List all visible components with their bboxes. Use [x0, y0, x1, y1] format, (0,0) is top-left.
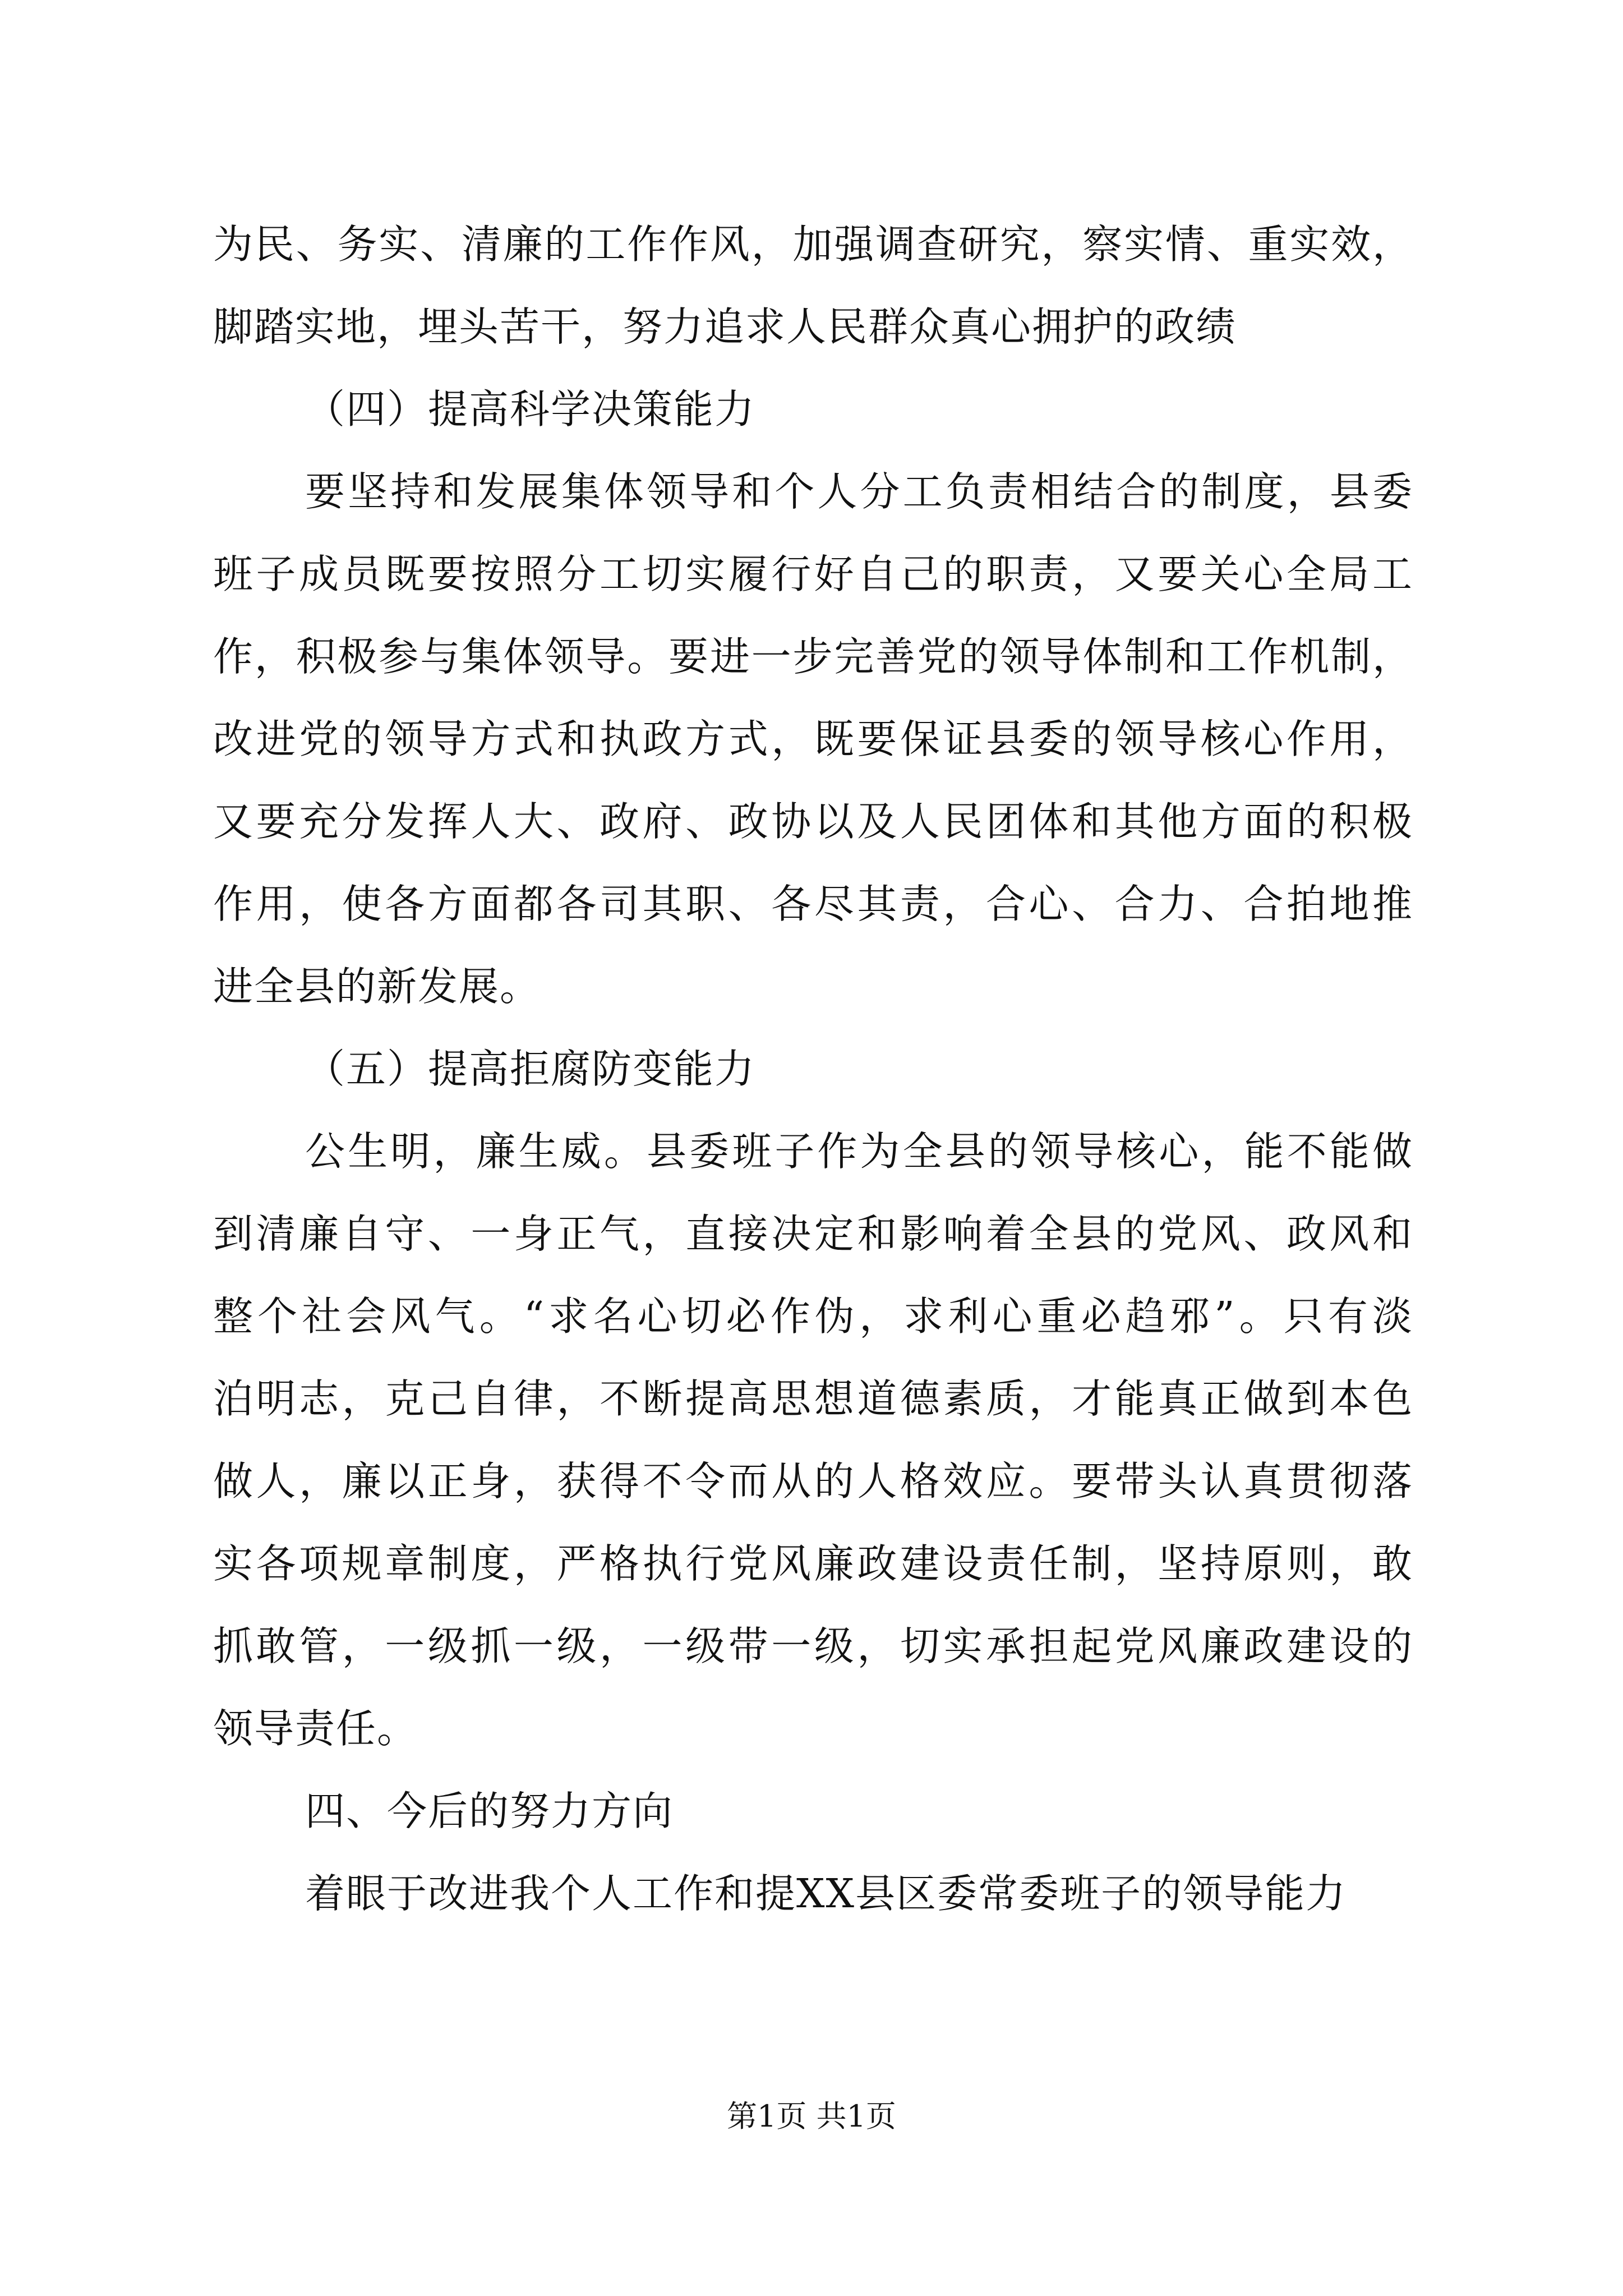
section-heading-5: （五）提高拒腐防变能力 — [305, 1046, 756, 1092]
text-line: 抓敢管，一级抓一级，一级带一级，切实承担起党风廉政建设的 — [213, 1623, 1413, 1669]
text-line: 整个社会风气。“求名心切必作伪，求利心重必趋邪”。只有淡 — [213, 1293, 1413, 1340]
document-body — [213, 203, 1413, 1935]
paragraph-continued — [213, 203, 1413, 368]
text-line: 实各项规章制度，严格执行党风廉政建设责任制，坚持原则，敢 — [213, 1540, 1413, 1587]
text-line: 公生明，廉生威。县委班子作为全县的领导核心，能不能做 — [305, 1128, 1413, 1175]
text-line: 着眼于改进我个人工作和提XX县区委常委班子的领导能力 — [305, 1870, 1347, 1917]
paragraph-future-direction — [213, 1852, 1413, 1935]
text-line: 领导责任。 — [213, 1705, 418, 1752]
paragraph-anti-corruption — [213, 1110, 1413, 1770]
text-line: 做人，廉以正身，获得不令而从的人格效应。要带头认真贯彻落 — [213, 1458, 1413, 1504]
text-line: 作，积极参与集体领导。要进一步完善党的领导体制和工作机制， — [213, 633, 1413, 680]
section-heading-future-direction: 四、今后的努力方向 — [305, 1788, 674, 1834]
text-line: 脚踏实地，埋头苦干，努力追求人民群众真心拥护的政绩 — [213, 303, 1237, 350]
text-line: 泊明志，克己自律，不断提高思想道德素质，才能真正做到本色 — [213, 1375, 1413, 1422]
section-heading-4: （四）提高科学决策能力 — [305, 386, 756, 432]
text-line: 到清廉自守、一身正气，直接决定和影响着全县的党风、政风和 — [213, 1211, 1413, 1257]
text-line: 进全县的新发展。 — [213, 963, 541, 1010]
text-line: 作用，使各方面都各司其职、各尽其责，合心、合力、合拍地推 — [213, 881, 1413, 927]
text-line: 要坚持和发展集体领导和个人分工负责相结合的制度，县委 — [305, 468, 1413, 515]
text-line: 又要充分发挥人大、政府、政协以及人民团体和其他方面的积极 — [213, 798, 1413, 845]
text-line: 为民、务实、清廉的工作作风，加强调查研究，察实情、重实效， — [213, 221, 1413, 268]
page-footer: 第1页 共1页 — [727, 2099, 896, 2134]
paragraph-decision-making — [213, 450, 1413, 1028]
text-line: 改进党的领导方式和执政方式，既要保证县委的领导核心作用， — [213, 716, 1413, 762]
text-line: 班子成员既要按照分工切实履行好自己的职责，又要关心全局工 — [213, 551, 1413, 597]
